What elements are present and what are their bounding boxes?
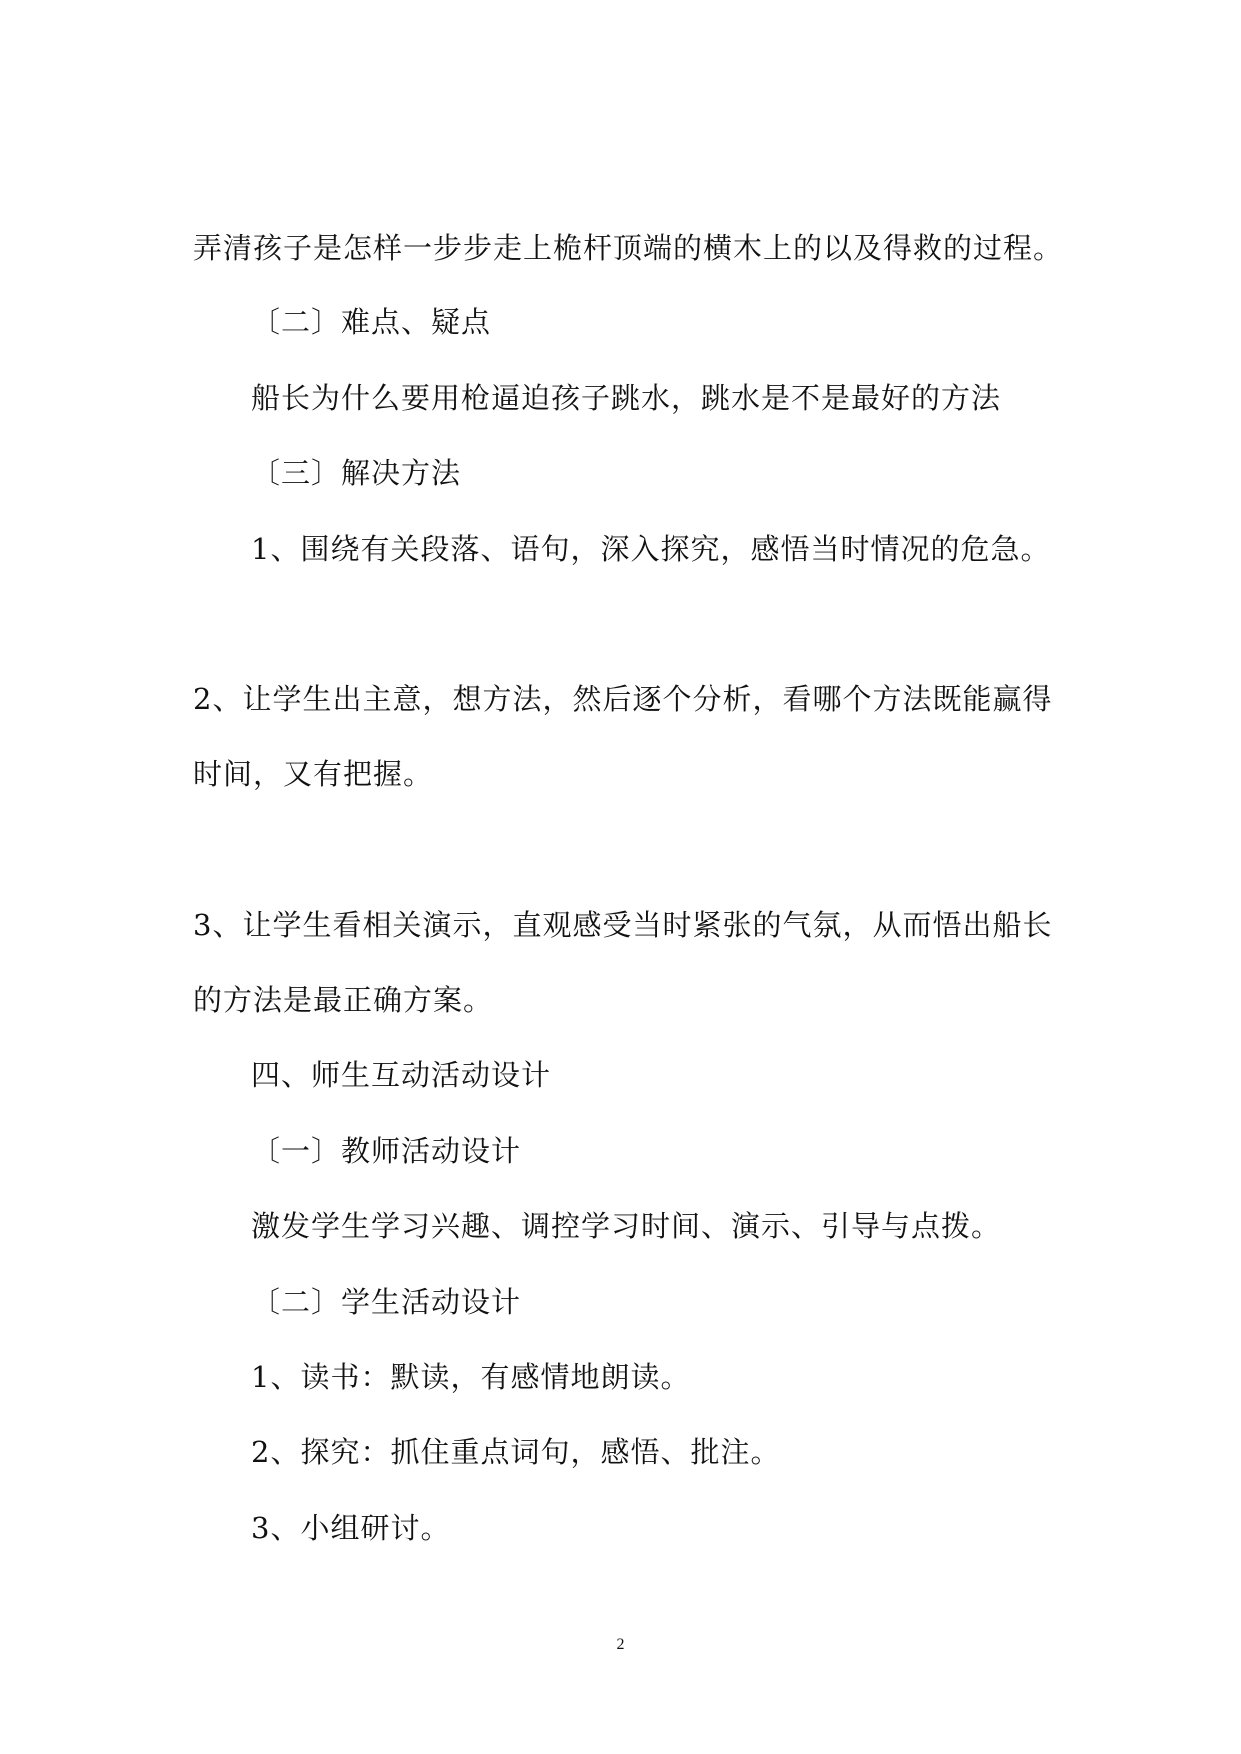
text-line-teacher-activity: 激发学生学习兴趣、调控学习时间、演示、引导与点拨。	[251, 1209, 1002, 1243]
heading-interaction-design: 四、师生互动活动设计	[251, 1058, 552, 1092]
student-item-1: 1、读书：默读，有感情地朗读。	[251, 1360, 691, 1394]
page-number: 2	[616, 1636, 625, 1653]
heading-solutions: 〔三〕解决方法	[251, 456, 462, 490]
heading-teacher-activity: 〔一〕教师活动设计	[251, 1134, 522, 1168]
heading-student-activity: 〔二〕学生活动设计	[251, 1285, 522, 1319]
heading-difficulties: 〔二〕难点、疑点	[251, 305, 492, 339]
text-line-process: 弄清孩子是怎样一步步走上桅杆顶端的横木上的以及得救的过程。	[193, 231, 1064, 265]
list-item-3-line-1: 3、让学生看相关演示，直观感受当时紧张的气氛，从而悟出船长	[193, 908, 1053, 942]
list-item-1: 1、围绕有关段落、语句，深入探究，感悟当时情况的危急。	[251, 532, 1051, 566]
list-item-2-line-2: 时间，又有把握。	[193, 757, 434, 791]
list-item-3-line-2: 的方法是最正确方案。	[193, 983, 494, 1017]
list-item-2-line-1: 2、让学生出主意，想方法，然后逐个分析，看哪个方法既能赢得	[193, 682, 1053, 716]
student-item-3: 3、小组研讨。	[251, 1511, 451, 1545]
student-item-2: 2、探究：抓住重点词句，感悟、批注。	[251, 1435, 781, 1469]
text-line-question: 船长为什么要用枪逼迫孩子跳水，跳水是不是最好的方法	[251, 381, 1002, 415]
